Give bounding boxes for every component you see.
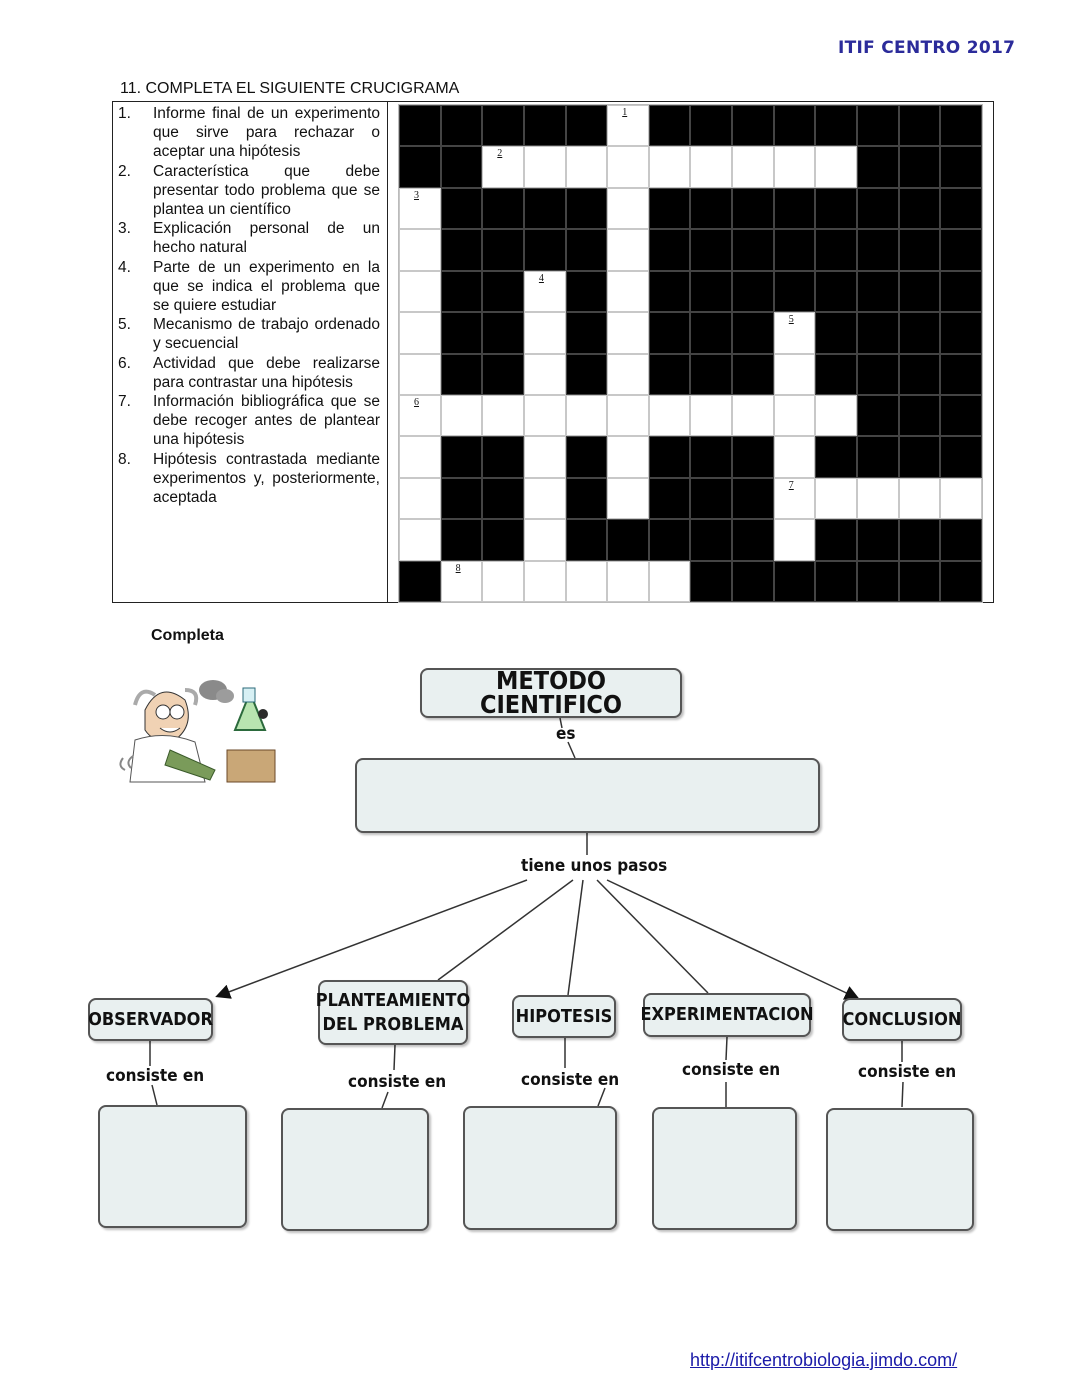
- answer-box-experimentacion[interactable]: [652, 1107, 797, 1230]
- step-node-planteamiento: [315, 980, 471, 1045]
- clue-number: 2.: [118, 162, 131, 180]
- clue-number: 6.: [118, 354, 131, 372]
- cell-number: 2: [497, 148, 503, 160]
- step-label: CONCLUSION: [842, 1008, 962, 1030]
- answer-box-planteamiento[interactable]: [281, 1108, 429, 1231]
- cell-number: 8: [455, 562, 461, 574]
- clue-text: Actividad que debe realizarse para contrastar una hipótesis: [153, 354, 380, 391]
- cell-number: 6: [414, 396, 419, 408]
- answer-box-conclusion[interactable]: [826, 1108, 974, 1231]
- cell-number: 3: [414, 189, 419, 201]
- footer-link[interactable]: http://itifcentrobiologia.jimdo.com/: [690, 1350, 958, 1370]
- cell-number: 7: [788, 479, 794, 491]
- clue-number: 1.: [118, 105, 131, 122]
- clue-text: Mecanismo de trabajo ordenado y secuencial: [153, 316, 380, 353]
- root-node: [420, 668, 682, 718]
- link-label-consiste: consiste en: [858, 1062, 957, 1082]
- link-label-pasos: tiene unos pasos: [521, 856, 668, 876]
- step-node-experimentacion: [640, 993, 814, 1037]
- cell-number: 4: [538, 272, 544, 284]
- cell-number: 1: [622, 107, 628, 118]
- header-title: ITIF CENTRO 2017: [838, 38, 1016, 58]
- clue-text: Parte de un experimento en la que se indica el problema que se quiere estudiar: [153, 258, 380, 315]
- step-node-conclusion: [842, 998, 962, 1041]
- link-label-consiste: consiste en: [348, 1072, 447, 1092]
- cell-number: 5: [788, 314, 794, 326]
- clue-text: Información bibliográfica que se debe recoger antes de plantear una hipótesis: [153, 393, 380, 449]
- step-node-hipotesis: [512, 995, 616, 1038]
- clue-number: 5.: [118, 316, 131, 334]
- clue-number: 4.: [118, 258, 131, 276]
- link-label-consiste: consiste en: [106, 1066, 205, 1086]
- completa-label: Completa: [151, 627, 224, 644]
- step-label: EXPERIMENTACION: [640, 1004, 814, 1025]
- step-label: OBSERVADOR: [88, 1008, 213, 1030]
- root-node-label: METODO CIENTIFICO: [479, 666, 623, 719]
- link-label-consiste: consiste en: [521, 1070, 620, 1090]
- clue-text: Hipótesis contrastada mediante experimentos y, posteriormente, aceptada: [153, 450, 380, 507]
- clue-number: 7.: [118, 393, 131, 411]
- clue-text: Informe final de un experimento que sirve para rechazar o aceptar una hipótesis: [153, 105, 380, 161]
- step-node-observador: [88, 998, 213, 1041]
- link-label-consiste: consiste en: [682, 1060, 781, 1080]
- answer-box-observador[interactable]: [98, 1105, 247, 1228]
- clue-text: Explicación personal de un hecho natural: [153, 220, 380, 257]
- clue-number: 8.: [118, 450, 131, 468]
- section-title: 11. COMPLETA EL SIGUIENTE CRUCIGRAMA: [120, 80, 460, 97]
- step-label: HIPOTESIS: [515, 1005, 613, 1027]
- step-label: PLANTEAMIENTO DEL PROBLEMA: [315, 989, 471, 1035]
- clue-number: 3.: [118, 220, 131, 238]
- clue-text: Característica que debe presentar todo problema que se plantea un científico: [153, 162, 380, 219]
- definition-answer-box[interactable]: [355, 758, 820, 833]
- answer-box-hipotesis[interactable]: [463, 1106, 617, 1230]
- link-label-es: es: [556, 724, 576, 744]
